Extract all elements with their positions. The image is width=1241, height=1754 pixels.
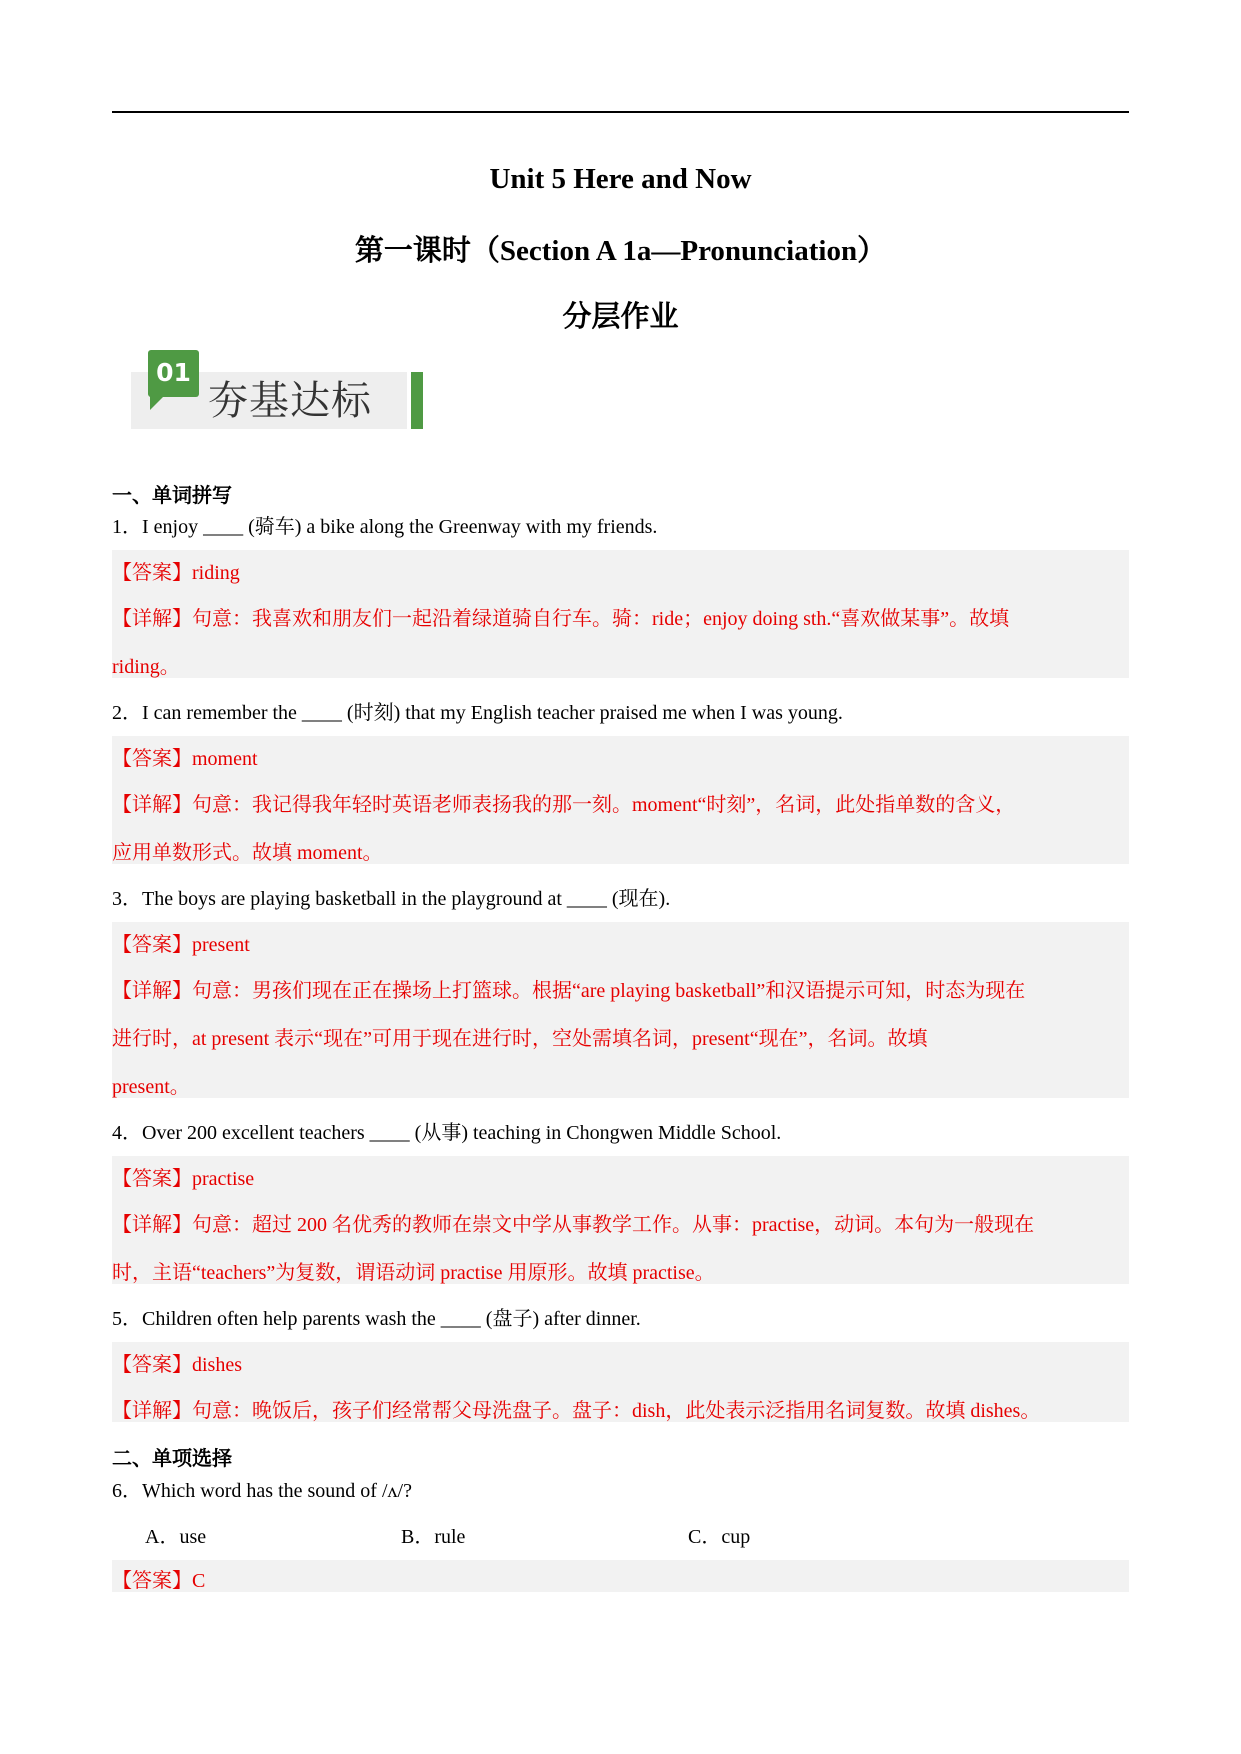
explain-1-line-1: 【详解】句意：我喜欢和朋友们一起沿着绿道骑自行车。骑：ride；enjoy doing sth.“喜欢做某事”。故填 <box>112 608 1010 630</box>
badge-tail <box>150 396 164 410</box>
question-2: 2．I can remember the ____ (时刻) that my English teacher praised me when I was young. <box>112 702 843 724</box>
question-3: 3．The boys are playing basketball in the playground at ____ (现在). <box>112 888 671 910</box>
explain-4-line-1: 【详解】句意：超过 200 名优秀的教师在崇文中学从事教学工作。从事：practise，动词。本句为一般现在 <box>112 1214 1035 1236</box>
explain-5-line-1: 【详解】句意：晚饭后，孩子们经常帮父母洗盘子。盘子：dish，此处表示泛指用名词复数。故填 dishes。 <box>112 1400 1041 1422</box>
question-6: 6．Which word has the sound of /ʌ/? <box>112 1480 412 1502</box>
answer-box-3 <box>112 922 1129 1098</box>
question-4: 4．Over 200 excellent teachers ____ (从事) teaching in Chongwen Middle School. <box>112 1122 782 1144</box>
page-title: Unit 5 Here and Now <box>489 163 752 195</box>
answer-3: 【答案】present <box>112 934 250 956</box>
section-heading-spelling: 一、单词拼写 <box>112 485 232 507</box>
explain-3-line-2: 进行时，at present 表示“现在”可用于现在进行时，空处需填名词，present“现在”，名词。故填 <box>112 1028 928 1050</box>
explain-4-line-2: 时，主语“teachers”为复数，谓语动词 practise 用原形。故填 practise。 <box>112 1262 715 1284</box>
answer-6: 【答案】C <box>112 1570 206 1592</box>
explain-3-line-1: 【详解】句意：男孩们现在正在操场上打篮球。根据“are playing basketball”和汉语提示可知，时态为现在 <box>112 980 1026 1002</box>
question-1: 1．I enjoy ____ (骑车) a bike along the Greenway with my friends. <box>112 516 658 538</box>
answer-5: 【答案】dishes <box>112 1354 242 1376</box>
banner-accent-bar <box>411 372 423 429</box>
answer-box-2 <box>112 736 1129 864</box>
explain-1-line-2: riding。 <box>112 656 180 678</box>
answer-1: 【答案】riding <box>112 562 240 584</box>
header-rule <box>112 111 1129 113</box>
answer-box-5 <box>112 1342 1129 1422</box>
section-heading-choice: 二、单项选择 <box>112 1448 232 1470</box>
answer-2: 【答案】moment <box>112 748 258 770</box>
lesson-subtitle: 第一课时（Section A 1a—Pronunciation） <box>354 235 887 267</box>
answer-box-4 <box>112 1156 1129 1284</box>
question-5: 5．Children often help parents wash the ____ (盘子) after dinner. <box>112 1308 641 1330</box>
option-c: C．cup <box>688 1526 751 1548</box>
section-banner <box>131 350 425 432</box>
banner-badge: 01 <box>148 350 199 397</box>
homework-type: 分层作业 <box>562 301 679 333</box>
banner-label: 夯基达标 <box>208 378 372 424</box>
explain-2-line-1: 【详解】句意：我记得我年轻时英语老师表扬我的那一刻。moment“时刻”，名词，此处指单数的含义， <box>112 794 1016 816</box>
option-b: B．rule <box>401 1526 466 1548</box>
explain-2-line-2: 应用单数形式。故填 moment。 <box>112 842 383 864</box>
answer-box-1 <box>112 550 1129 678</box>
answer-4: 【答案】practise <box>112 1168 255 1190</box>
answer-box-6 <box>112 1560 1129 1592</box>
explain-3-line-3: present。 <box>112 1076 190 1098</box>
option-a: A．use <box>145 1526 207 1548</box>
